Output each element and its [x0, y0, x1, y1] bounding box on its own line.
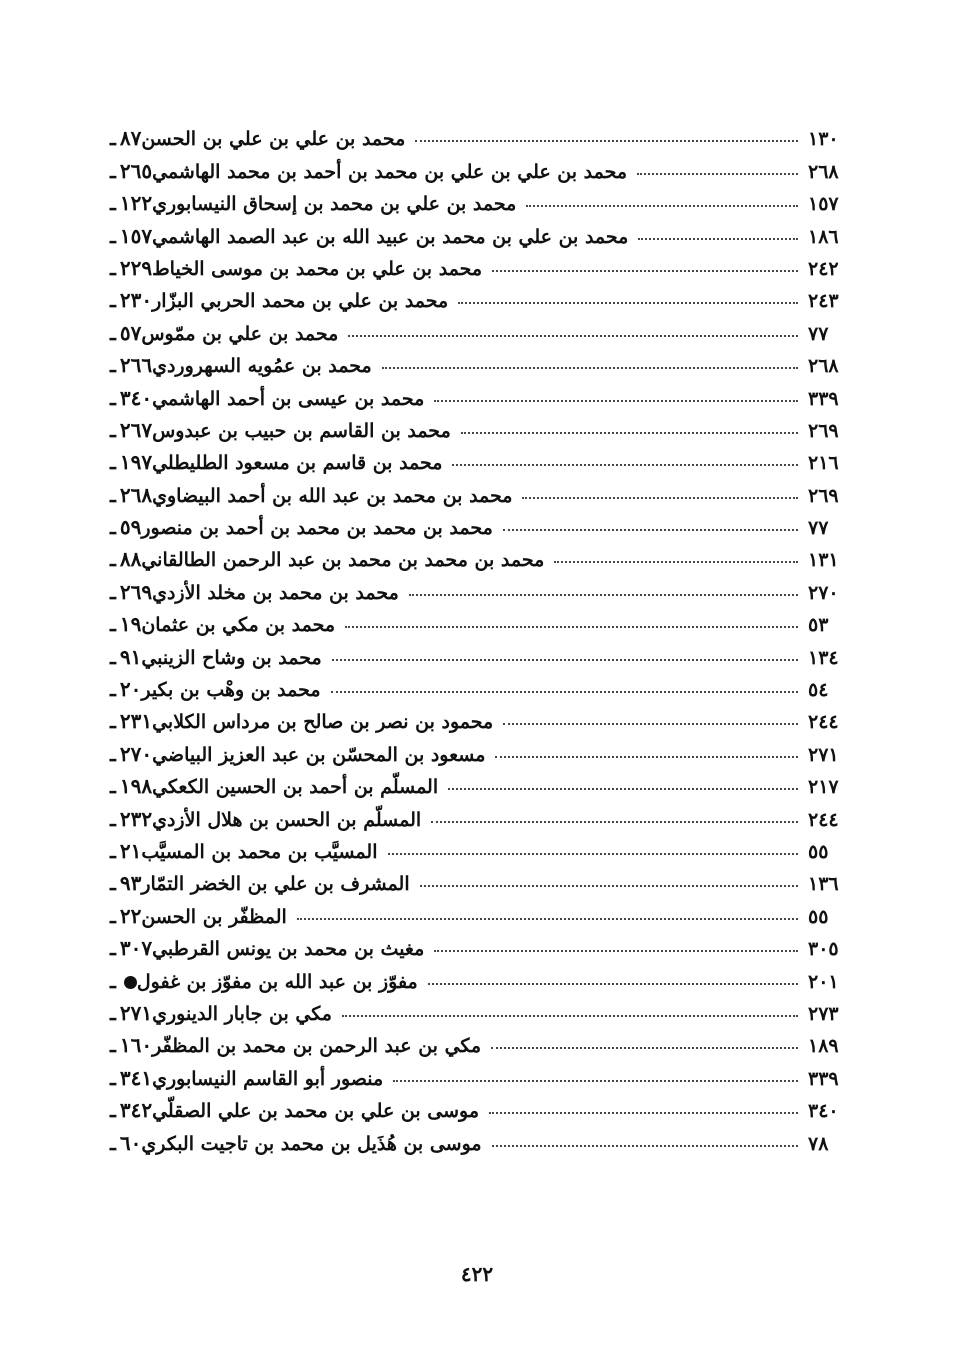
index-entry	[100, 474, 848, 506]
index-entry	[100, 701, 848, 733]
entry-number	[100, 450, 152, 474]
entry-number-text: ٢٦٦	[119, 353, 153, 378]
index-entry	[100, 150, 848, 182]
entry-dash: ـ	[110, 774, 116, 799]
entry-name: موسى بن علي بن محمد بن علي الصقلّي	[152, 1100, 480, 1123]
entry-name: محمد بن علي بن محمد بن موسى الخياط	[152, 257, 483, 280]
entry-number	[100, 904, 141, 928]
entry-number-text: ٢٧٠	[119, 741, 153, 766]
entry-dash: ـ	[110, 838, 116, 863]
entry-name: مكي بن عبد الرحمن بن محمد بن المظفّر	[152, 1035, 482, 1058]
entry-number-text: ٢٦٩	[119, 579, 153, 604]
dot-leader	[428, 982, 798, 985]
entry-page-ref: ٢٧٣	[808, 1002, 839, 1025]
entry-number-text: ٢٣٠	[119, 288, 153, 313]
entry-name: محمد بن عيسى بن أحمد الهاشمي	[152, 387, 425, 410]
entry-name: محمد بن محمد بن عبد الله بن أحمد البيضاوي	[152, 484, 513, 507]
index-entry	[100, 960, 848, 992]
dot-leader	[526, 204, 798, 207]
entry-page-ref: ٥٣	[808, 614, 829, 637]
index-entry	[100, 248, 848, 280]
entry-dash: ـ	[110, 158, 116, 183]
entry-page-ref: ٢٤٤	[808, 808, 839, 831]
dot-leader	[458, 301, 798, 304]
entry-number	[100, 1098, 152, 1122]
dot-leader	[420, 884, 798, 887]
entry-number	[100, 288, 152, 312]
entry-page-ref: ٥٥	[808, 840, 829, 863]
entry-name: محمد بن علي بن علي بن محمد بن أحمد بن محمد الهاشمي	[152, 160, 628, 183]
entry-number-text: ٢٦٥	[119, 158, 153, 183]
entry-dash: ـ	[110, 223, 116, 248]
entry-number	[100, 321, 141, 345]
index-entry	[100, 766, 848, 798]
entry-page-ref: ١٣٦	[808, 873, 839, 896]
entry-number	[100, 256, 152, 280]
entry-page-ref: ٣٠٥	[808, 938, 839, 961]
entry-number	[100, 224, 152, 248]
entry-dash: ـ	[110, 450, 116, 475]
dot-leader	[332, 658, 798, 661]
entry-number	[100, 774, 152, 798]
dot-leader	[409, 593, 798, 596]
entry-name: محمد بن علي بن محمد الحربي البزّار	[152, 290, 449, 313]
dot-leader	[415, 139, 798, 142]
entry-page-ref: ٧٧	[808, 322, 829, 345]
entry-dash: ـ	[110, 644, 116, 669]
entry-page-ref: ٢٧٠	[808, 581, 839, 604]
index-list	[100, 118, 848, 1155]
entry-name: المسلّم بن الحسن بن هلال الأزدي	[152, 808, 422, 831]
index-entry	[100, 280, 848, 312]
entry-number-text: ١٩	[119, 612, 142, 637]
entry-number	[100, 936, 152, 960]
dot-leader	[388, 852, 799, 855]
entry-page-ref: ٢٤٤	[808, 711, 839, 734]
index-entry	[100, 118, 848, 150]
entry-number-text: ٢٣٢	[119, 806, 153, 831]
entry-name: منصور أبو القاسم النيسابوري	[152, 1067, 384, 1090]
entry-number-text: ٥٩	[119, 515, 142, 540]
entry-page-ref: ٢٠١	[808, 970, 839, 993]
entry-number	[100, 709, 152, 733]
index-entry	[100, 539, 848, 571]
entry-number	[100, 1131, 141, 1155]
entry-number	[100, 353, 152, 377]
entry-number	[100, 515, 141, 539]
entry-name: محمد بن علي بن محمد بن عبيد الله بن عبد الصمد الهاشمي	[152, 225, 629, 248]
entry-number	[100, 483, 152, 507]
entry-number	[100, 807, 152, 831]
bullet-marker-icon	[124, 976, 137, 989]
entry-name: المسلّم بن أحمد بن الحسين الكعكي	[152, 776, 439, 799]
entry-number-text: ٨٧	[119, 126, 142, 151]
entry-page-ref: ٣٣٩	[808, 1067, 839, 1090]
entry-dash: ـ	[110, 1130, 116, 1155]
entry-name: محمد بن وشاح الزينبي	[141, 646, 322, 669]
entry-dash: ـ	[110, 871, 116, 896]
entry-name: محمد بن محمد بن مخلد الأزدي	[152, 581, 399, 604]
entry-page-ref: ٢٧١	[808, 743, 839, 766]
entry-dash: ـ	[110, 579, 116, 604]
entry-number-text: ١٢٢	[119, 191, 153, 216]
entry-name: محمد بن محمد بن محمد بن عبد الرحمن الطالقاني	[141, 549, 545, 572]
entry-page-ref: ٧٧	[808, 517, 829, 540]
entry-name: موسى بن هُذَيل بن محمد بن تاجيت البكري	[141, 1132, 482, 1155]
dot-leader	[297, 917, 798, 920]
entry-page-ref: ٢٤٢	[808, 257, 839, 280]
entry-name: محمد بن علي بن علي بن الحسن	[141, 128, 406, 151]
index-entry	[100, 831, 848, 863]
dot-leader	[342, 1014, 798, 1017]
entry-number-text: ٣٤٢	[119, 1098, 153, 1123]
dot-leader	[331, 690, 798, 693]
entry-dash: ـ	[110, 385, 116, 410]
entry-dash: ـ	[110, 677, 116, 702]
entry-number	[100, 1033, 152, 1057]
entry-number	[100, 871, 141, 895]
entry-dash: ـ	[110, 482, 116, 507]
entry-dash: ـ	[110, 936, 116, 961]
entry-number	[100, 418, 152, 442]
entry-number	[100, 839, 141, 863]
entry-dash: ـ	[110, 1098, 116, 1123]
entry-name: المشرف بن علي بن الخضر التمّار	[141, 873, 410, 896]
entry-name: محمد بن عمُويه السهروردي	[152, 355, 372, 378]
entry-number	[100, 159, 152, 183]
index-entry	[100, 928, 848, 960]
dot-leader	[554, 560, 798, 563]
entry-dash: ـ	[110, 1000, 116, 1025]
entry-name: محمود بن نصر بن صالح بن مرداس الكلابي	[152, 711, 494, 734]
page-number: ٤٢٢	[460, 1262, 494, 1286]
dot-leader	[638, 237, 798, 240]
entry-number-text: ٦٠	[119, 1130, 142, 1155]
entry-number-text: ٢٦٨	[119, 482, 153, 507]
entry-dash: ـ	[110, 515, 116, 540]
index-entry	[100, 604, 848, 636]
entry-name: محمد بن علي بن ممّوس	[141, 322, 339, 345]
entry-page-ref: ٢٦٨	[808, 160, 839, 183]
dot-leader	[448, 787, 798, 790]
entry-name: المظفّر بن الحسن	[141, 905, 287, 928]
entry-dash: ـ	[110, 255, 116, 280]
index-entry	[100, 863, 848, 895]
entry-number-text: ٢٧١	[119, 1000, 153, 1025]
entry-name: مكي بن جابار الدينوري	[152, 1002, 332, 1025]
dot-leader	[503, 528, 798, 531]
entry-dash: ـ	[110, 191, 116, 216]
entry-number-text: ١٩٧	[119, 450, 153, 475]
entry-dash: ـ	[110, 968, 116, 993]
entry-dash: ـ	[110, 1033, 116, 1058]
entry-page-ref: ٥٥	[808, 905, 829, 928]
entry-number	[100, 191, 152, 215]
entry-number-text: ٢٦٧	[119, 417, 153, 442]
dot-leader	[382, 366, 798, 369]
index-entry	[100, 507, 848, 539]
entry-number	[100, 742, 152, 766]
entry-name: محمد بن وهْب بن بكير	[141, 679, 321, 702]
entry-number-text: ٣٤١	[119, 1065, 153, 1090]
dot-leader	[434, 949, 798, 952]
entry-number-text: ٣٤٠	[119, 385, 153, 410]
entry-number	[100, 969, 137, 993]
entry-number-text: ١٦٠	[119, 1033, 153, 1058]
entry-number-text: ٢٣١	[119, 709, 153, 734]
dot-leader	[492, 269, 798, 272]
entry-name: مغيث بن محمد بن يونس القرطبي	[152, 938, 425, 961]
entry-name: محمد بن القاسم بن حبيب بن عبدوس	[152, 419, 451, 442]
index-entry	[100, 571, 848, 603]
entry-name: محمد بن قاسم بن مسعود الطليطلي	[152, 452, 443, 475]
entry-number-text: ١٩٨	[119, 774, 153, 799]
entry-number-text: ٢١	[119, 838, 142, 863]
entry-page-ref: ٢٤٣	[808, 290, 839, 313]
entry-page-ref: ٢٦٩	[808, 484, 839, 507]
index-entry	[100, 377, 848, 409]
entry-dash: ـ	[110, 320, 116, 345]
dot-leader	[489, 1111, 798, 1114]
entry-number-text: ١٥٧	[119, 223, 153, 248]
dot-leader	[348, 334, 798, 337]
index-entry	[100, 1122, 848, 1154]
entry-number-text: ٢٢	[119, 903, 142, 928]
entry-name: مفوّز بن عبد الله بن مفوّز بن غفول	[136, 970, 418, 993]
entry-page-ref: ٧٨	[808, 1132, 829, 1155]
index-entry	[100, 410, 848, 442]
dot-leader	[503, 722, 798, 725]
dot-leader	[522, 496, 798, 499]
index-entry	[100, 215, 848, 247]
entry-dash: ـ	[110, 547, 116, 572]
entry-number	[100, 677, 141, 701]
entry-name: المسيَّب بن محمد بن المسيَّب	[141, 840, 378, 863]
entry-page-ref: ٢١٦	[808, 452, 839, 475]
entry-number	[100, 612, 141, 636]
dot-leader	[492, 1144, 798, 1147]
index-entry	[100, 1025, 848, 1057]
entry-number	[100, 1066, 152, 1090]
entry-number-text: ٩٣	[119, 871, 142, 896]
entry-number-text: ٢٢٩	[119, 255, 153, 280]
index-entry	[100, 442, 848, 474]
entry-page-ref: ٥٤	[808, 679, 829, 702]
dot-leader	[637, 172, 798, 175]
entry-number	[100, 645, 141, 669]
entry-page-ref: ١٣٤	[808, 646, 839, 669]
index-entry	[100, 345, 848, 377]
entry-page-ref: ١٨٩	[808, 1035, 839, 1058]
entry-page-ref: ١٣٠	[808, 128, 839, 151]
entry-page-ref: ٢٦٩	[808, 419, 839, 442]
entry-dash: ـ	[110, 288, 116, 313]
entry-number	[100, 126, 141, 150]
dot-leader	[495, 755, 798, 758]
index-entry	[100, 733, 848, 765]
entry-dash: ـ	[110, 741, 116, 766]
entry-page-ref: ١٣١	[808, 549, 839, 572]
index-entry	[100, 798, 848, 830]
dot-leader	[434, 399, 798, 402]
dot-leader	[431, 820, 798, 823]
entry-page-ref: ٢١٧	[808, 776, 839, 799]
dot-leader	[491, 1046, 798, 1049]
dot-leader	[393, 1079, 798, 1082]
entry-number-text: ٢٠	[119, 677, 142, 702]
index-entry	[100, 669, 848, 701]
index-entry	[100, 895, 848, 927]
entry-dash: ـ	[110, 417, 116, 442]
entry-dash: ـ	[110, 353, 116, 378]
entry-page-ref: ١٨٦	[808, 225, 839, 248]
dot-leader	[345, 625, 798, 628]
entry-dash: ـ	[110, 709, 116, 734]
index-entry	[100, 1090, 848, 1122]
entry-name: مسعود بن المحسّن بن عبد العزيز البياضي	[152, 743, 486, 766]
entry-number-text: ٩١	[119, 644, 142, 669]
entry-dash: ـ	[110, 612, 116, 637]
entry-dash: ـ	[110, 126, 116, 151]
entry-number	[100, 547, 141, 571]
entry-name: محمد بن محمد بن محمد بن أحمد بن منصور	[141, 517, 493, 540]
entry-number	[100, 1001, 152, 1025]
entry-dash: ـ	[110, 1065, 116, 1090]
index-entry	[100, 1057, 848, 1089]
entry-number-text: ٨٨	[119, 547, 142, 572]
entry-number-text: ٥٧	[119, 320, 142, 345]
index-entry	[100, 993, 848, 1025]
dot-leader	[452, 463, 798, 466]
entry-dash: ـ	[110, 806, 116, 831]
entry-number	[100, 386, 152, 410]
entry-name: محمد بن علي بن محمد بن إسحاق النيسابوري	[152, 193, 517, 216]
entry-page-ref: ٢٦٨	[808, 355, 839, 378]
entry-number-text: ٣٠٧	[119, 936, 153, 961]
index-entry	[100, 636, 848, 668]
entry-name: محمد بن مكي بن عثمان	[141, 614, 336, 637]
entry-dash: ـ	[110, 903, 116, 928]
entry-number	[100, 580, 152, 604]
index-entry	[100, 183, 848, 215]
entry-page-ref: ١٥٧	[808, 193, 839, 216]
dot-leader	[461, 431, 798, 434]
entry-page-ref: ٣٣٩	[808, 387, 839, 410]
index-entry	[100, 312, 848, 344]
entry-page-ref: ٣٤٠	[808, 1100, 839, 1123]
